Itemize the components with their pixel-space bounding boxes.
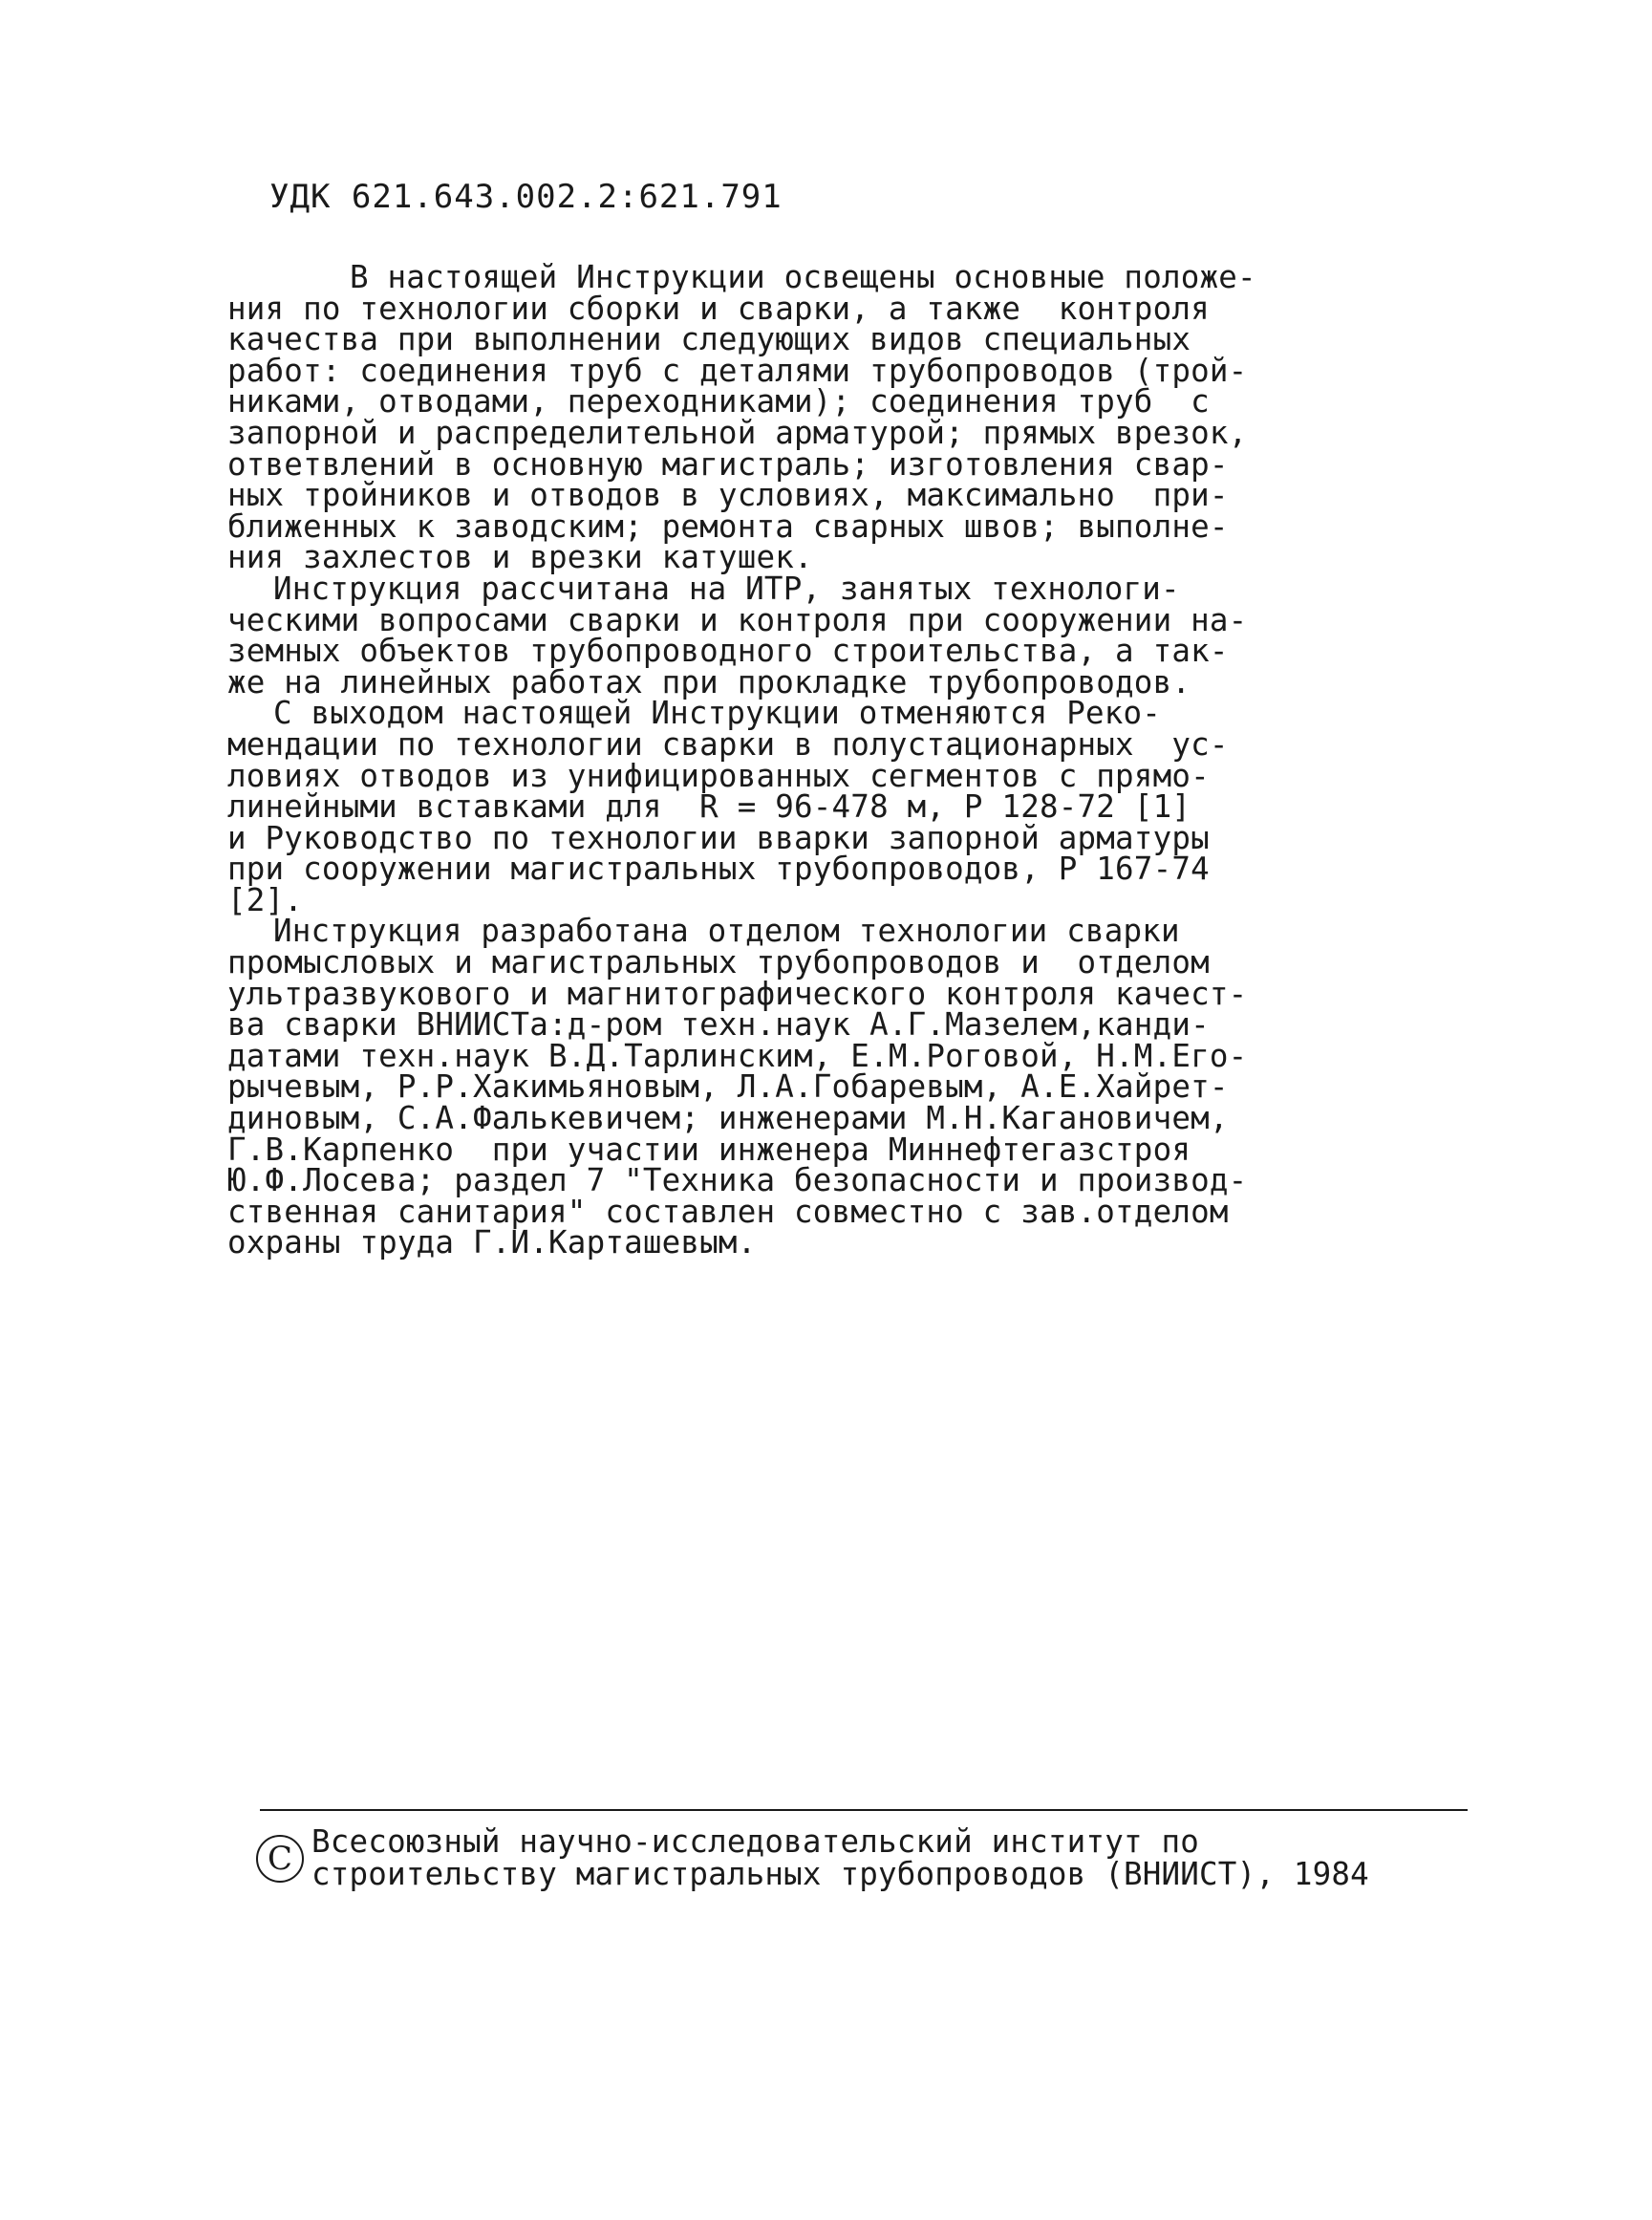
body-line: ственная санитария" составлен совместно с зав.отделом <box>227 1193 1229 1230</box>
body-line: В настоящей Инструкции освещены основные положе- <box>350 259 1256 295</box>
body-line: земных объектов трубопроводного строительства, а так- <box>227 633 1229 670</box>
body-line: Инструкция разработана отделом технологии сварки <box>273 913 1180 950</box>
footer-line: Всесоюзный научно-исследовательский институт по <box>311 1823 1200 1860</box>
body-line: Г.В.Карпенко при участии инженера Миннефтегазстроя <box>227 1131 1191 1168</box>
body-line: никами, отводами, переходниками); соединения труб с <box>227 383 1210 420</box>
udk-code: УДК 621.643.002.2:621.791 <box>269 178 783 216</box>
copyright-icon: С <box>256 1835 304 1883</box>
footer-publisher <box>311 1825 1369 1890</box>
body-line: диновым, С.А.Фалькевичем; инженерами М.Н.Кагановичем, <box>227 1100 1229 1137</box>
body-line: ва сварки ВНИИСТа:д-ром техн.наук А.Г.Мазелем,канди- <box>227 1006 1210 1044</box>
body-line: [2]. <box>227 881 304 918</box>
body-line: рычевым, Р.Р.Хакимьяновым, Л.А.Гобаревым, А.Е.Хайрет- <box>227 1068 1229 1106</box>
body-line: Инструкция рассчитана на ИТР, занятых технологи- <box>273 570 1180 607</box>
body-line: запорной и распределительной арматурой; прямых врезок, <box>227 414 1248 451</box>
body-line: ловиях отводов из унифицированных сегментов с прямо- <box>227 757 1210 794</box>
body-line: ческими вопросами сварки и контроля при сооружении на- <box>227 601 1248 638</box>
body-line: датами техн.наук В.Д.Тарлинским, Е.М.Роговой, Н.М.Его- <box>227 1037 1248 1074</box>
body-line: ных тройников и отводов в условиях, максимально при- <box>227 477 1229 514</box>
body-line: качества при выполнении следующих видов специальных <box>227 321 1191 358</box>
body-line: же на линейных работах при прокладке трубопроводов. <box>227 663 1191 700</box>
footer-line: строительству магистральных трубопроводов (ВНИИСТ), 1984 <box>311 1856 1369 1892</box>
body-line: промысловых и магистральных трубопроводов и отделом <box>227 944 1210 981</box>
body-line: С выходом настоящей Инструкции отменяются Реко- <box>273 695 1162 732</box>
body-line: охраны труда Г.И.Карташевым. <box>227 1224 757 1261</box>
body-line: и Руководство по технологии вварки запорной арматуры <box>227 819 1210 856</box>
body-line: ближенных к заводским; ремонта сварных швов; выполне- <box>227 507 1229 545</box>
body-line: ния захлестов и врезки катушек. <box>227 539 813 576</box>
body-line: ния по технологии сборки и сварки, а также контроля <box>227 290 1210 327</box>
body-line: ответвлений в основную магистраль; изготовления свар- <box>227 445 1229 483</box>
body-text <box>227 259 1401 1261</box>
body-line: работ: соединения труб с деталями трубопроводов (трой- <box>227 352 1248 389</box>
body-line: мендации по технологии сварки в полустационарных ус- <box>227 725 1229 763</box>
footer-divider <box>260 1809 1468 1811</box>
body-line: Ю.Ф.Лосева; раздел 7 "Техника безопасности и производ- <box>227 1162 1248 1199</box>
body-line: линейными вставками для R = 96-478 м, Р 128-72 [1] <box>227 788 1191 826</box>
body-line: ультразвукового и магнитографического контроля качест- <box>227 975 1248 1012</box>
body-line: при сооружении магистральных трубопроводов, Р 167-74 <box>227 851 1210 888</box>
